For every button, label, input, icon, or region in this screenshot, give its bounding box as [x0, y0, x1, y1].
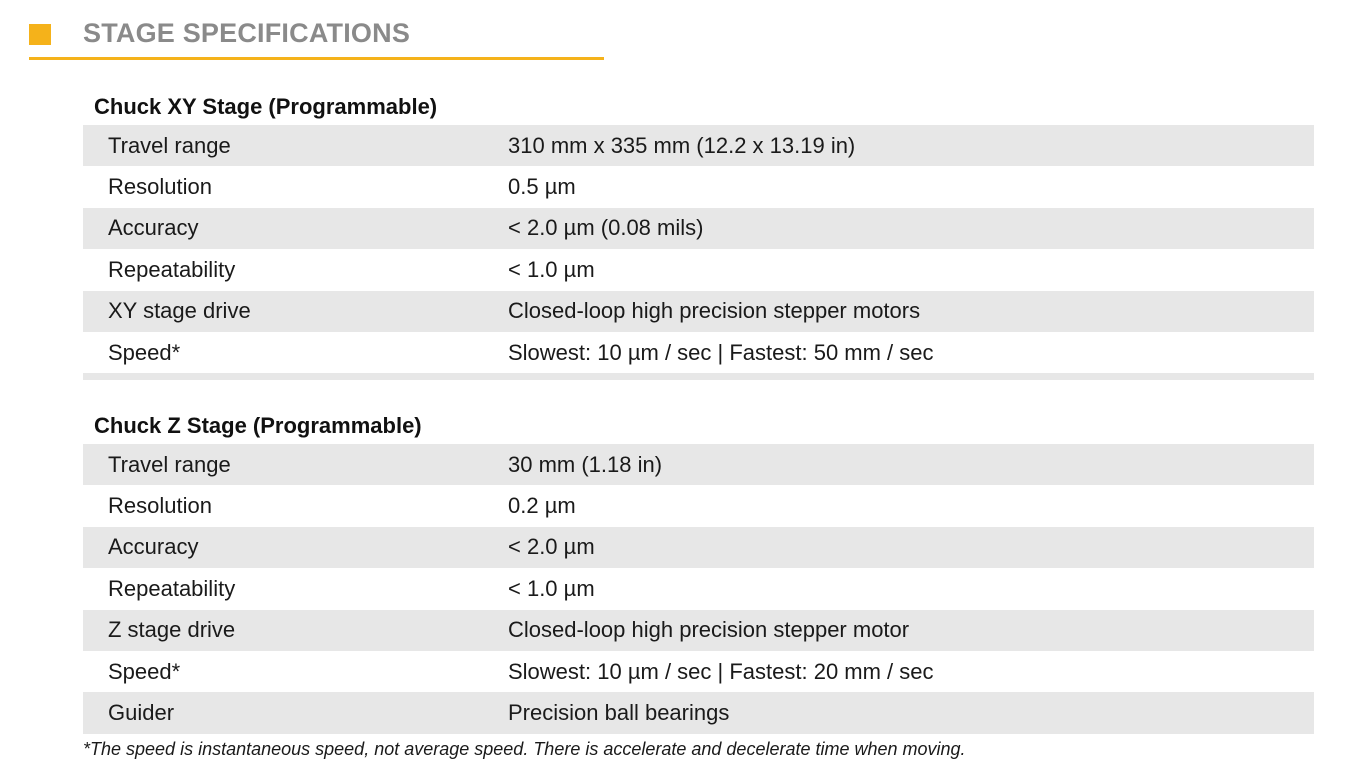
- spec-label: Repeatability: [108, 575, 236, 601]
- z-stage-title: Chuck Z Stage (Programmable): [94, 413, 422, 438]
- spec-label: XY stage drive: [108, 298, 251, 324]
- z-stage-section: [83, 408, 1314, 734]
- spec-value: 310 mm x 335 mm (12.2 x 13.19 in): [508, 132, 856, 158]
- spec-value: < 2.0 µm (0.08 mils): [508, 215, 704, 241]
- spec-value: Slowest: 10 µm / sec | Fastest: 20 mm / sec: [508, 658, 934, 684]
- page-title: STAGE SPECIFICATIONS: [83, 18, 411, 48]
- spec-label: Speed*: [108, 339, 181, 365]
- z-stage-spec-table: [83, 444, 1314, 734]
- table-row: [83, 568, 1314, 609]
- spec-label: Repeatability: [108, 256, 236, 282]
- table-row: [83, 208, 1314, 249]
- table-row: [83, 125, 1314, 166]
- spec-value: 0.2 µm: [508, 493, 576, 519]
- table-row: [83, 291, 1314, 332]
- section-header: [29, 10, 604, 60]
- spec-value: Precision ball bearings: [508, 700, 730, 726]
- table-row: [83, 444, 1314, 485]
- spec-value: < 1.0 µm: [508, 575, 595, 601]
- spec-label: Accuracy: [108, 215, 199, 241]
- speed-footnote: *The speed is instantaneous speed, not average speed. There is accelerate and decelerate time when moving.: [83, 739, 966, 759]
- xy-stage-title: Chuck XY Stage (Programmable): [94, 94, 438, 119]
- spec-label: Resolution: [108, 493, 212, 519]
- table-row: [83, 651, 1314, 692]
- table-end-divider: [83, 373, 1314, 380]
- table-row: [83, 485, 1314, 526]
- xy-stage-spec-table: [83, 125, 1314, 380]
- spec-label: Z stage drive: [108, 617, 236, 643]
- spec-label: Travel range: [108, 132, 231, 158]
- table-row: [83, 692, 1314, 733]
- table-row: [83, 166, 1314, 207]
- spec-label: Speed*: [108, 658, 181, 684]
- table-row: [83, 527, 1314, 568]
- spec-value: < 2.0 µm: [508, 534, 595, 560]
- table-row: [83, 610, 1314, 651]
- spec-label: Resolution: [108, 174, 212, 200]
- header-accent-square: [29, 24, 51, 45]
- spec-value: < 1.0 µm: [508, 256, 595, 282]
- spec-value: 0.5 µm: [508, 174, 576, 200]
- spec-value: Closed-loop high precision stepper motor: [508, 617, 910, 643]
- xy-stage-section: [83, 89, 1314, 380]
- spec-label: Accuracy: [108, 534, 199, 560]
- spec-label: Travel range: [108, 451, 231, 477]
- spec-value: Slowest: 10 µm / sec | Fastest: 50 mm / sec: [508, 339, 934, 365]
- table-row: [83, 332, 1314, 373]
- spec-value: 30 mm (1.18 in): [508, 451, 663, 477]
- spec-label: Guider: [108, 700, 175, 726]
- spec-value: Closed-loop high precision stepper motors: [508, 298, 921, 324]
- table-row: [83, 249, 1314, 290]
